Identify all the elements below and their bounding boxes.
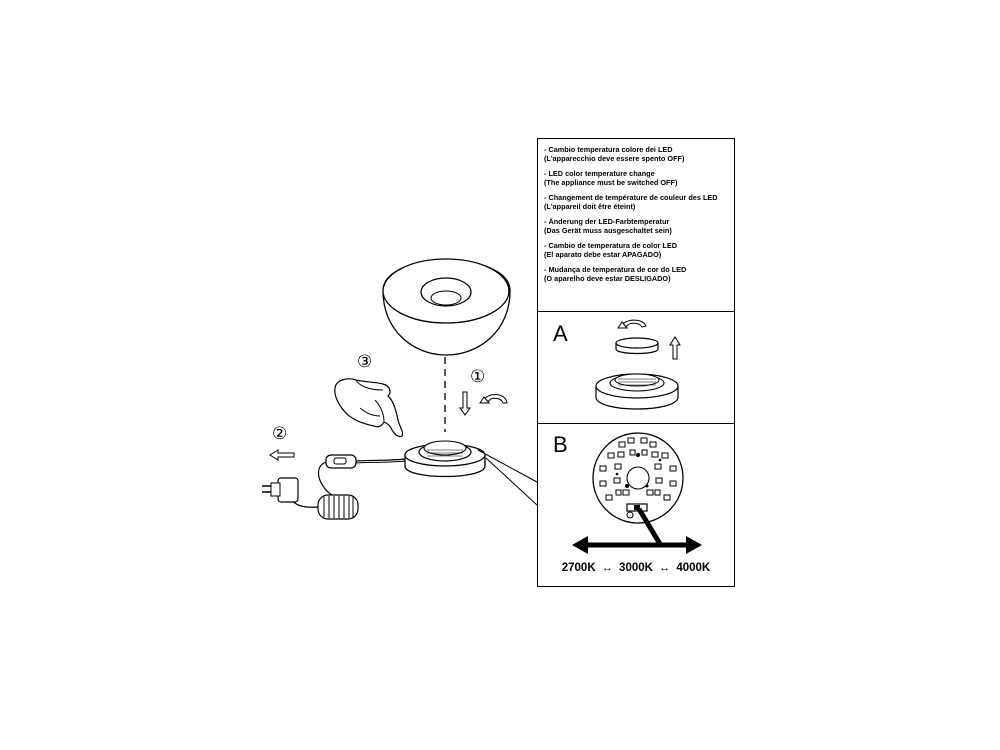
temperature-3000k: 3000K (619, 562, 653, 574)
led-component-dot (646, 485, 649, 488)
instruction-line: - Changement de température de couleur des LED (544, 193, 718, 202)
instruction-line: - Mudança de temperatura de cor do LED (544, 265, 687, 274)
led-component-dot (659, 459, 662, 462)
instruction-line: (L'apparecchio deve essere spento OFF) (544, 154, 685, 163)
instruction-es (544, 241, 734, 259)
coiled-cable (318, 495, 358, 519)
section-b (538, 424, 734, 586)
instruction-line: (The appliance must be switched OFF) (544, 178, 678, 187)
instruction-panel (537, 138, 735, 587)
led-component-dot (627, 512, 633, 518)
hand-icon (335, 379, 403, 437)
section-a-illustration (538, 313, 734, 423)
lamp-base-detail (596, 374, 678, 409)
double-arrow-icon (572, 536, 702, 554)
up-arrow-icon (670, 337, 680, 359)
instruction-line: - Cambio temperatura colore dei LED (544, 145, 673, 154)
temperature-4000k: 4000K (676, 562, 711, 574)
instruction-line: (Das Gerät muss ausgeschaltet sein) (544, 226, 672, 235)
lamp-base (405, 441, 485, 477)
instruction-pt (544, 265, 734, 283)
instruction-it (544, 145, 734, 163)
bidirectional-arrow-icon: ↔ (659, 562, 671, 574)
rotate-arrow-icon (480, 394, 507, 403)
instruction-de (544, 217, 734, 235)
instruction-fr (544, 193, 734, 211)
step-3-label: ③ (357, 352, 373, 371)
instruction-line: - Cambio de temperatura de color LED (544, 241, 677, 250)
instruction-line: - Änderung der LED-Farbtemperatur (544, 217, 670, 226)
led-cover-disc (616, 338, 658, 354)
power-plug (262, 478, 298, 502)
section-a (538, 313, 734, 424)
down-arrow-icon (460, 392, 470, 415)
instruction-line: (O aparelho deve estar DESLIGADO) (544, 274, 671, 283)
callout-line (486, 458, 537, 505)
instruction-line: - LED color temperature change (544, 169, 655, 178)
section-a-letter: A (553, 321, 568, 346)
instruction-en (544, 169, 734, 187)
power-cable (355, 459, 405, 461)
section-b-letter: B (553, 432, 568, 457)
color-temperature-options (538, 562, 734, 574)
instruction-text-block (538, 139, 734, 312)
left-arrow-icon (270, 450, 294, 460)
instruction-line: (El aparato debe estar APAGADO) (544, 250, 662, 259)
inline-switch (326, 455, 356, 468)
bidirectional-arrow-icon: ↔ (601, 562, 613, 574)
instruction-line: (L'appareil doit être éteint) (544, 202, 636, 211)
step-2-label: ② (272, 424, 288, 443)
temperature-2700k: 2700K (561, 562, 596, 574)
step-1-label: ① (470, 367, 486, 386)
led-component-dot (636, 453, 640, 457)
led-component-dot (616, 473, 619, 476)
lamp-shade (383, 259, 510, 355)
rotate-arrow-icon (618, 320, 646, 328)
led-component-dot (625, 484, 629, 488)
color-temperature-selector-switch (627, 504, 647, 511)
